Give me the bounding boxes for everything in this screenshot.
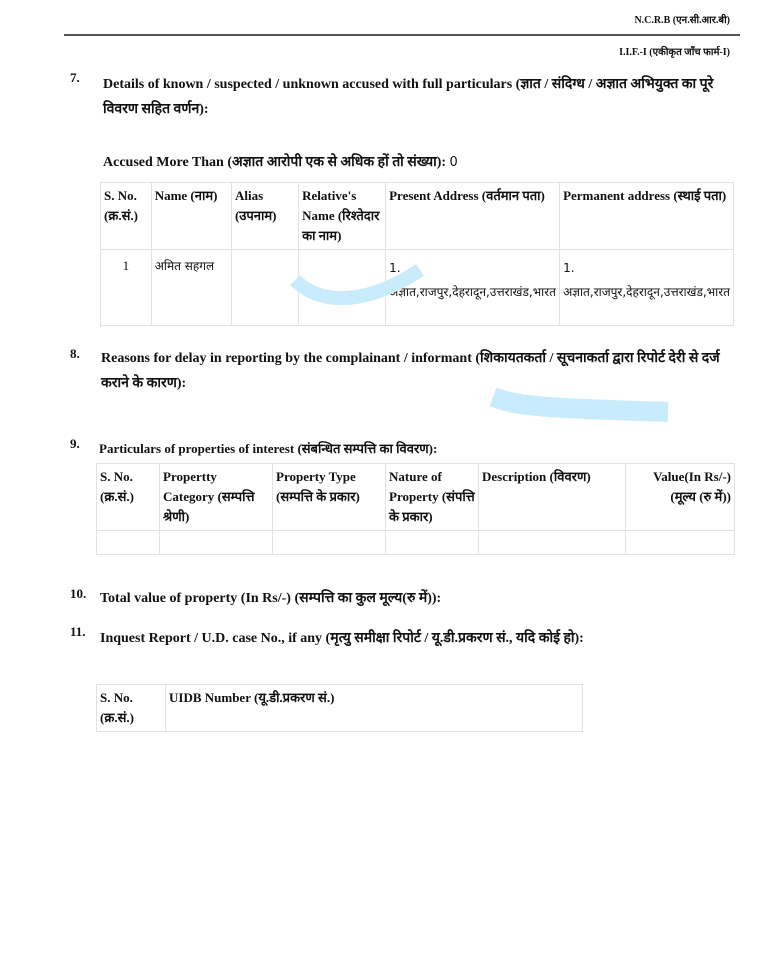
section-10-title: Total value of property (In Rs/-) (सम्पत्ति का कुल मूल्य(रु में)): <box>100 591 442 606</box>
cell-empty <box>273 531 386 555</box>
col-nature-of-property: Nature of Property (संपत्ति के प्रकार) <box>386 464 479 531</box>
cell-empty <box>386 531 479 555</box>
section-8-title: Reasons for delay in reporting by the complainant / informant (शिकायतकर्ता / सूचनाकर्ता द्वारा रिपोर्ट देरी से दर्ज कराने के कारण): <box>101 351 720 391</box>
table-header-row <box>101 183 734 250</box>
accused-more-than-label: Accused More Than (अज्ञात आरोपी एक से अधिक हों तो संख्या): <box>103 155 447 170</box>
col-alias: Alias (उपनाम) <box>231 183 298 250</box>
col-value: Value(In Rs/-) (मूल्य (रु में)) <box>626 464 735 531</box>
col-name: Name (नाम) <box>151 183 231 250</box>
section-9-number: 9. <box>70 436 80 451</box>
section-11-title: Inquest Report / U.D. case No., if any (मृत्यु समीक्षा रिपोर्ट / यू.डी.प्रकरण सं., यदि कोई हो): <box>100 631 584 646</box>
table-row <box>101 250 734 326</box>
col-uidb-number: UIDB Number (यू.डी.प्रकरण सं.) <box>166 685 583 732</box>
col-property-category: Propertty Category (सम्पत्ति श्रेणी) <box>160 464 273 531</box>
section-10-number: 10. <box>70 586 87 601</box>
cell-empty <box>479 531 626 555</box>
col-sno: S. No. (क्र.सं.) <box>101 183 152 250</box>
cell-present-address: 1. अज्ञात,राजपुर,देहरादून,उत्तराखंड,भारत <box>386 250 560 326</box>
col-present-address: Present Address (वर्तमान पता) <box>386 183 560 250</box>
property-table <box>96 463 735 555</box>
col-permanent-address: Permanent address (स्थाई पता) <box>560 183 734 250</box>
col-property-type: Property Type (सम्पत्ति के प्रकार) <box>273 464 386 531</box>
col-description: Description (विवरण) <box>479 464 626 531</box>
accused-more-than <box>103 150 703 175</box>
inquest-table <box>96 684 583 732</box>
table-row <box>97 531 735 555</box>
cell-empty <box>160 531 273 555</box>
section-8-number: 8. <box>70 346 80 361</box>
accused-more-than-value: 0 <box>449 155 458 170</box>
cell-sno: 1 <box>101 250 152 326</box>
accused-table <box>100 182 734 326</box>
table-header-row <box>97 464 735 531</box>
section-7-title: Details of known / suspected / unknown accused with full particulars (ज्ञात / संदिग्ध / अज्ञात अभियुक्त का पूरे विवरण सहित वर्णन): <box>103 77 714 117</box>
section-11-number: 11. <box>70 624 86 639</box>
cell-name: अमित सहगल <box>151 250 231 326</box>
table-header-row <box>97 685 583 732</box>
cell-empty <box>626 531 735 555</box>
cell-empty <box>97 531 160 555</box>
cell-permanent-address: 1. अज्ञात,राजपुर,देहरादून,उत्तराखंड,भारत <box>560 250 734 326</box>
header-org: N.C.R.B (एन.सी.आर.बी) <box>634 15 730 26</box>
section-7-number: 7. <box>70 70 80 85</box>
header-divider <box>64 34 740 36</box>
cell-relative <box>299 250 386 326</box>
col-relative: Relative's Name (रिश्तेदार का नाम) <box>299 183 386 250</box>
cell-alias <box>231 250 298 326</box>
col-sno: S. No. (क्र.सं.) <box>97 464 160 531</box>
col-sno: S. No. (क्र.सं.) <box>97 685 166 732</box>
header-form: I.I.F.-I (एकीकृत जाँच फार्म-I) <box>619 47 730 58</box>
section-9-title: Particulars of properties of interest (संबन्धित सम्पत्ति का विवरण): <box>99 441 438 456</box>
